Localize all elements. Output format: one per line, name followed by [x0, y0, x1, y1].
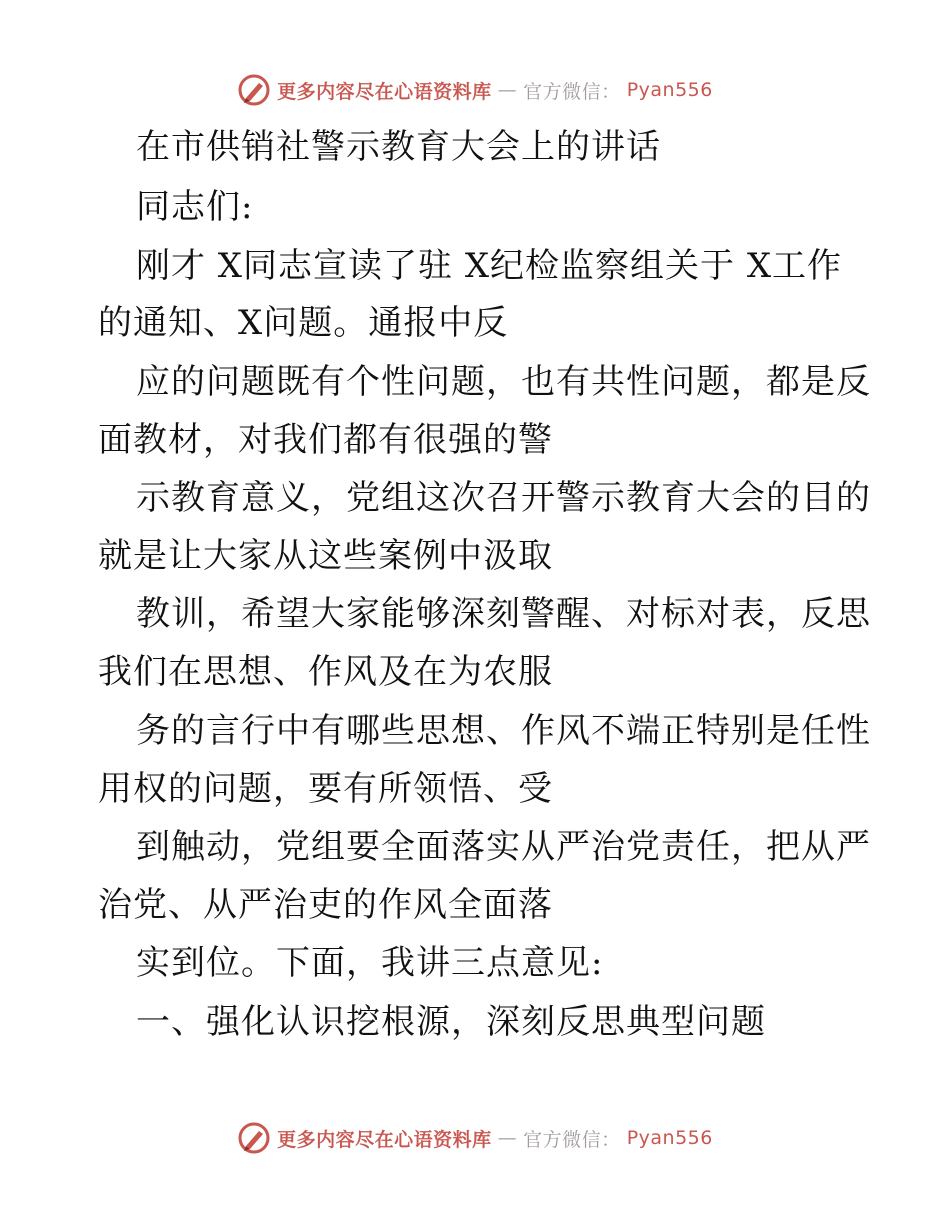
- paragraph-line: 面教材，对我们都有很强的警: [98, 420, 553, 460]
- watermark-footer: [0, 1118, 950, 1158]
- paragraph-line: 到触动，党组要全面落实从严治党责任，把从严: [136, 827, 871, 867]
- watermark-wechat-id: Pyan556: [626, 79, 713, 101]
- watermark-main-text: 更多内容尽在心语资料库: [277, 1128, 492, 1151]
- salutation: 同志们:: [136, 187, 254, 227]
- paragraph-line: 用权的问题，要有所领悟、受: [98, 769, 553, 809]
- watermark-dash: —: [497, 79, 518, 101]
- paragraph-line: 我们在思想、作风及在为农服: [98, 652, 553, 692]
- paragraph-line: 治党、从严治吏的作风全面落: [98, 885, 553, 925]
- paragraph-line: 的通知、X问题。通报中反: [98, 303, 509, 343]
- watermark-main-text: 更多内容尽在心语资料库: [277, 80, 492, 103]
- paragraph-line: 就是让大家从这些案例中汲取: [98, 536, 553, 576]
- watermark-dash: —: [497, 1127, 518, 1149]
- pen-logo-icon: [237, 73, 271, 107]
- paragraph-line: 教训，希望大家能够深刻警醒、对标对表，反思: [136, 594, 871, 634]
- paragraph-line: 刚才 X同志宣读了驻 X纪检监察组关于 X工作: [136, 246, 843, 286]
- document-title: 在市供销社警示教育大会上的讲话: [136, 127, 661, 167]
- watermark-sub-text: 官方微信：: [523, 1128, 621, 1151]
- paragraph-line: 示教育意义，党组这次召开警示教育大会的目的: [136, 478, 871, 518]
- pen-logo-icon: [237, 1121, 271, 1155]
- paragraph-line: 应的问题既有个性问题，也有共性问题，都是反: [136, 362, 871, 402]
- watermark-header: [0, 70, 950, 110]
- paragraph-line: 务的言行中有哪些思想、作风不端正特别是任性: [136, 711, 871, 751]
- section-heading: 一、强化认识挖根源，深刻反思典型问题: [136, 1002, 766, 1042]
- watermark-wechat-id: Pyan556: [626, 1127, 713, 1149]
- watermark-sub-text: 官方微信：: [523, 80, 621, 103]
- paragraph-line: 实到位。下面，我讲三点意见:: [136, 943, 604, 983]
